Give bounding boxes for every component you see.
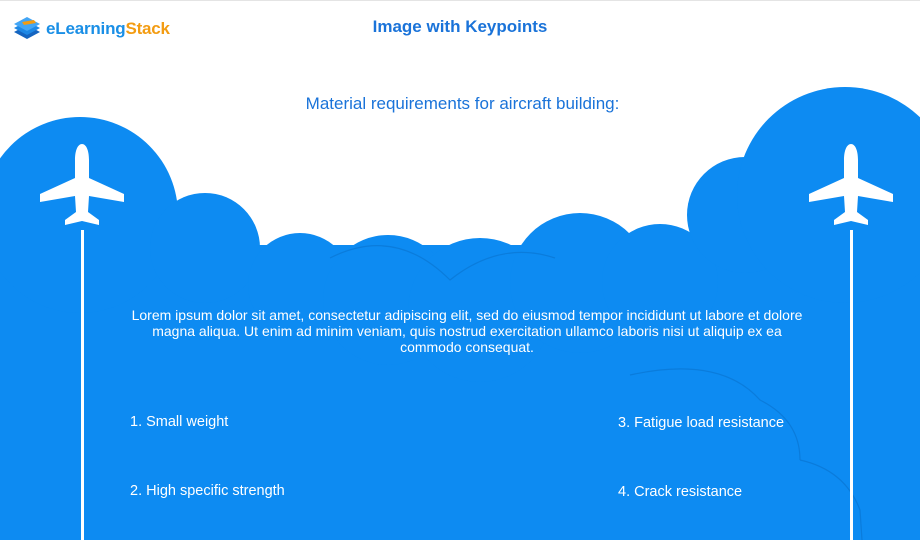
keypoint-4: 4. Crack resistance: [618, 484, 743, 500]
page-title: Image with Keypoints: [372, 17, 548, 36]
body-paragraph: Lorem ipsum dolor sit amet, consectetur adipiscing elit, sed do eiusmod tempor incididunt ut labore et dolore magna aliqua. Ut enim ad minim veniam, quis nostrud exercitation ullamco laboris nisi ut aliquip ex ea commodo consequat.: [131, 307, 803, 355]
keypoint-2: 2. High specific strength: [130, 483, 285, 499]
logo-text-elearning: eLearning: [46, 19, 126, 38]
keypoint-1: 1. Small weight: [130, 414, 229, 430]
keypoint-3: 3. Fatigue load resistance: [618, 415, 785, 431]
logo-text-stack: Stack: [125, 19, 170, 38]
slide-subtitle: Material requirements for aircraft building:: [305, 94, 620, 113]
